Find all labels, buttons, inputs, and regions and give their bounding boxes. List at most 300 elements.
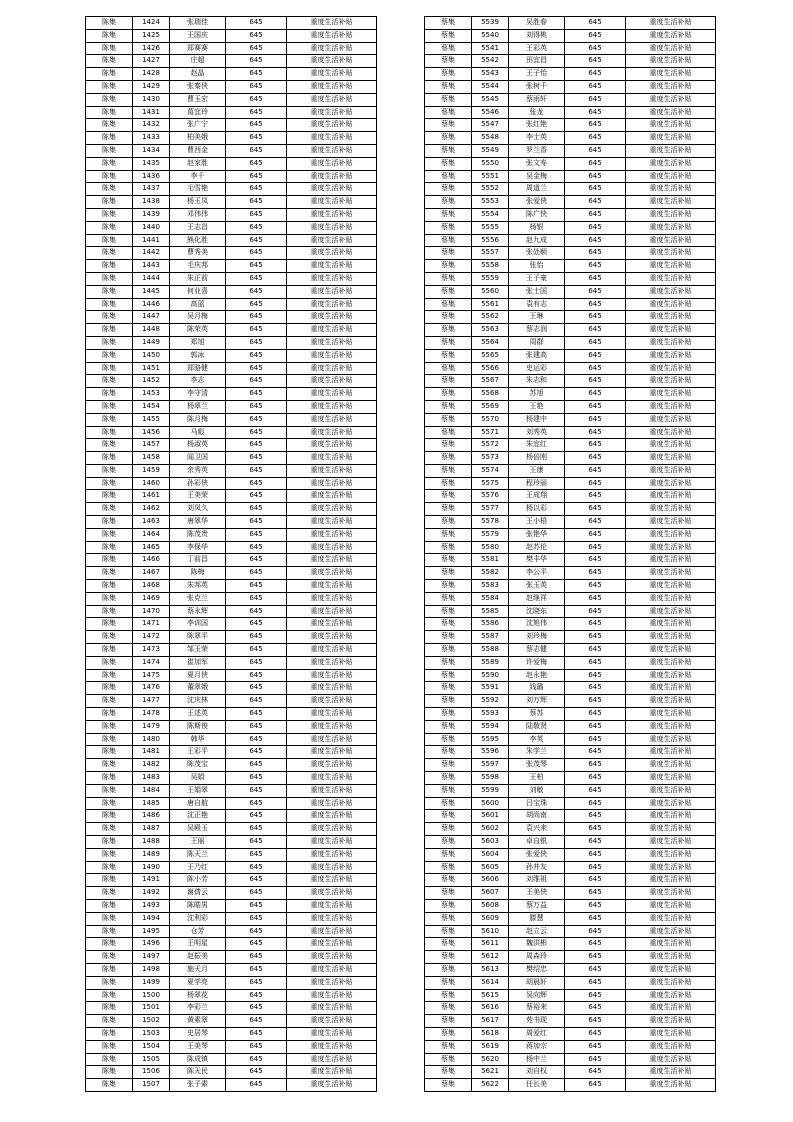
subsidy-type-cell: 重度生活补贴 xyxy=(287,861,377,874)
town-cell: 陈集 xyxy=(86,80,133,93)
table-row xyxy=(425,1066,716,1079)
town-cell: 蔡集 xyxy=(425,42,472,55)
subsidy-type-cell: 重度生活补贴 xyxy=(287,899,377,912)
name-cell: 樊丰华 xyxy=(509,554,565,567)
table-row xyxy=(425,157,716,170)
town-cell: 蔡集 xyxy=(425,784,472,797)
table-row xyxy=(425,464,716,477)
town-cell: 陈集 xyxy=(86,567,133,580)
amount-cell: 645 xyxy=(565,925,626,938)
town-cell: 陈集 xyxy=(86,963,133,976)
number-cell: 1467 xyxy=(133,567,170,580)
town-cell: 蔡集 xyxy=(425,208,472,221)
amount-cell: 645 xyxy=(565,80,626,93)
number-cell: 1496 xyxy=(133,938,170,951)
subsidy-type-cell: 重度生活补贴 xyxy=(626,746,716,759)
amount-cell: 645 xyxy=(226,797,287,810)
town-cell: 蔡集 xyxy=(425,618,472,631)
number-cell: 1452 xyxy=(133,375,170,388)
name-cell: 张子素 xyxy=(170,1079,226,1092)
number-cell: 1493 xyxy=(133,899,170,912)
town-cell: 陈集 xyxy=(86,580,133,593)
town-cell: 陈集 xyxy=(86,631,133,644)
subsidy-type-cell: 重度生活补贴 xyxy=(287,413,377,426)
table-row xyxy=(86,695,377,708)
town-cell: 蔡集 xyxy=(425,925,472,938)
amount-cell: 645 xyxy=(226,836,287,849)
number-cell: 1451 xyxy=(133,362,170,375)
name-cell: 李公平 xyxy=(509,567,565,580)
subsidy-type-cell: 重度生活补贴 xyxy=(626,861,716,874)
number-cell: 5588 xyxy=(472,644,509,657)
town-cell: 陈集 xyxy=(86,989,133,1002)
amount-cell: 645 xyxy=(565,413,626,426)
amount-cell: 645 xyxy=(226,695,287,708)
name-cell: 王柏 xyxy=(509,772,565,785)
subsidy-type-cell: 重度生活补贴 xyxy=(287,464,377,477)
subsidy-type-cell: 重度生活补贴 xyxy=(626,848,716,861)
table-row xyxy=(86,106,377,119)
number-cell: 1460 xyxy=(133,477,170,490)
amount-cell: 645 xyxy=(565,746,626,759)
amount-cell: 645 xyxy=(226,183,287,196)
table-row xyxy=(425,708,716,721)
amount-cell: 645 xyxy=(226,516,287,529)
table-row xyxy=(425,938,716,951)
number-cell: 5553 xyxy=(472,196,509,209)
number-cell: 5550 xyxy=(472,157,509,170)
amount-cell: 645 xyxy=(565,733,626,746)
table-row xyxy=(86,55,377,68)
town-cell: 蔡集 xyxy=(425,976,472,989)
town-cell: 陈集 xyxy=(86,848,133,861)
table-row xyxy=(86,938,377,951)
town-cell: 蔡集 xyxy=(425,554,472,567)
number-cell: 1426 xyxy=(133,42,170,55)
name-cell: 周群 xyxy=(509,336,565,349)
town-cell: 蔡集 xyxy=(425,132,472,145)
name-cell: 郑骆健 xyxy=(170,362,226,375)
subsidy-type-cell: 重度生活补贴 xyxy=(287,426,377,439)
table-row xyxy=(86,912,377,925)
subsidy-type-cell: 重度生活补贴 xyxy=(626,784,716,797)
name-cell: 王丽 xyxy=(170,836,226,849)
table-row xyxy=(425,823,716,836)
name-cell: 陈茂贵 xyxy=(170,528,226,541)
table-row xyxy=(425,144,716,157)
amount-cell: 645 xyxy=(565,1027,626,1040)
subsidy-type-cell: 重度生活补贴 xyxy=(626,708,716,721)
amount-cell: 645 xyxy=(565,336,626,349)
table-row xyxy=(86,375,377,388)
subsidy-type-cell: 重度生活补贴 xyxy=(626,68,716,81)
table-row xyxy=(86,336,377,349)
name-cell: 滕慧 xyxy=(509,912,565,925)
subsidy-type-cell: 重度生活补贴 xyxy=(626,644,716,657)
amount-cell: 645 xyxy=(565,912,626,925)
subsidy-type-cell: 重度生活补贴 xyxy=(626,132,716,145)
name-cell: 王美荣 xyxy=(170,490,226,503)
table-row xyxy=(425,772,716,785)
table-row xyxy=(425,1027,716,1040)
name-cell: 张爱侠 xyxy=(509,196,565,209)
table-row xyxy=(425,132,716,145)
number-cell: 5595 xyxy=(472,733,509,746)
amount-cell: 645 xyxy=(565,669,626,682)
name-cell: 吴金梅 xyxy=(509,170,565,183)
table-row xyxy=(86,746,377,759)
subsidy-type-cell: 重度生活补贴 xyxy=(626,695,716,708)
subsidy-type-cell: 重度生活补贴 xyxy=(287,1053,377,1066)
amount-cell: 645 xyxy=(226,605,287,618)
name-cell: 张克兰 xyxy=(170,592,226,605)
town-cell: 陈集 xyxy=(86,375,133,388)
amount-cell: 645 xyxy=(565,234,626,247)
amount-cell: 645 xyxy=(565,695,626,708)
table-row xyxy=(86,1015,377,1028)
number-cell: 1476 xyxy=(133,682,170,695)
town-cell: 蔡集 xyxy=(425,106,472,119)
table-row xyxy=(86,80,377,93)
table-row xyxy=(425,234,716,247)
subsidy-type-cell: 重度生活补贴 xyxy=(287,528,377,541)
amount-cell: 645 xyxy=(565,42,626,55)
subsidy-type-cell: 重度生活补贴 xyxy=(287,55,377,68)
name-cell: 王彩平 xyxy=(170,746,226,759)
number-cell: 1457 xyxy=(133,439,170,452)
table-row xyxy=(425,925,716,938)
subsidy-type-cell: 重度生活补贴 xyxy=(626,426,716,439)
town-cell: 陈集 xyxy=(86,477,133,490)
name-cell: 陆敬贤 xyxy=(509,720,565,733)
name-cell: 沈庆林 xyxy=(170,695,226,708)
town-cell: 蔡集 xyxy=(425,17,472,30)
amount-cell: 645 xyxy=(565,528,626,541)
table-row xyxy=(86,631,377,644)
amount-cell: 645 xyxy=(226,349,287,362)
name-cell: 周爱红 xyxy=(509,1027,565,1040)
subsidy-type-cell: 重度生活补贴 xyxy=(626,580,716,593)
subsidy-type-cell: 重度生活补贴 xyxy=(626,963,716,976)
name-cell: 陈斯俊 xyxy=(170,720,226,733)
subsidy-type-cell: 重度生活补贴 xyxy=(626,528,716,541)
amount-cell: 645 xyxy=(565,963,626,976)
number-cell: 1489 xyxy=(133,848,170,861)
name-cell: 崔加军 xyxy=(170,656,226,669)
town-cell: 陈集 xyxy=(86,503,133,516)
name-cell: 施天月 xyxy=(170,963,226,976)
name-cell: 朱学兰 xyxy=(509,746,565,759)
table-row xyxy=(425,362,716,375)
name-cell: 王志昌 xyxy=(170,221,226,234)
subsidy-type-cell: 重度生活补贴 xyxy=(287,580,377,593)
number-cell: 1437 xyxy=(133,183,170,196)
number-cell: 5608 xyxy=(472,899,509,912)
table-row xyxy=(425,503,716,516)
town-cell: 蔡集 xyxy=(425,426,472,439)
town-cell: 陈集 xyxy=(86,528,133,541)
town-cell: 蔡集 xyxy=(425,452,472,465)
name-cell: 刘凤久 xyxy=(170,503,226,516)
amount-cell: 645 xyxy=(565,631,626,644)
amount-cell: 645 xyxy=(226,1002,287,1015)
amount-cell: 645 xyxy=(226,951,287,964)
table-row xyxy=(425,516,716,529)
amount-cell: 645 xyxy=(565,874,626,887)
number-cell: 1471 xyxy=(133,618,170,631)
name-cell: 张处顺 xyxy=(509,247,565,260)
amount-cell: 645 xyxy=(565,797,626,810)
amount-cell: 645 xyxy=(226,80,287,93)
town-cell: 陈集 xyxy=(86,362,133,375)
name-cell: 袁兴来 xyxy=(509,823,565,836)
amount-cell: 645 xyxy=(565,605,626,618)
town-cell: 陈集 xyxy=(86,861,133,874)
town-cell: 蔡集 xyxy=(425,682,472,695)
name-cell: 蔡苏 xyxy=(509,708,565,721)
table-row xyxy=(425,1002,716,1015)
town-cell: 陈集 xyxy=(86,644,133,657)
town-cell: 陈集 xyxy=(86,682,133,695)
name-cell: 张广宁 xyxy=(170,119,226,132)
town-cell: 蔡集 xyxy=(425,887,472,900)
number-cell: 5601 xyxy=(472,810,509,823)
name-cell: 刘自权 xyxy=(509,1066,565,1079)
subsidy-type-cell: 重度生活补贴 xyxy=(626,503,716,516)
name-cell: 陈小芳 xyxy=(170,874,226,887)
table-row xyxy=(425,221,716,234)
subsidy-type-cell: 重度生活补贴 xyxy=(287,733,377,746)
number-cell: 5566 xyxy=(472,362,509,375)
amount-cell: 645 xyxy=(565,298,626,311)
subsidy-type-cell: 重度生活补贴 xyxy=(287,490,377,503)
subsidy-type-cell: 重度生活补贴 xyxy=(287,951,377,964)
table-row xyxy=(425,746,716,759)
number-cell: 5579 xyxy=(472,528,509,541)
amount-cell: 645 xyxy=(565,477,626,490)
town-cell: 蔡集 xyxy=(425,733,472,746)
town-cell: 蔡集 xyxy=(425,708,472,721)
town-cell: 蔡集 xyxy=(425,260,472,273)
table-row xyxy=(86,541,377,554)
number-cell: 5562 xyxy=(472,311,509,324)
subsidy-type-cell: 重度生活补贴 xyxy=(287,759,377,772)
subsidy-type-cell: 重度生活补贴 xyxy=(626,836,716,849)
name-cell: 张建高 xyxy=(509,349,565,362)
table-row xyxy=(86,848,377,861)
table-row xyxy=(425,196,716,209)
number-cell: 1427 xyxy=(133,55,170,68)
name-cell: 王乃红 xyxy=(170,861,226,874)
number-cell: 1435 xyxy=(133,157,170,170)
number-cell: 5590 xyxy=(472,669,509,682)
table-row xyxy=(86,592,377,605)
town-cell: 蔡集 xyxy=(425,490,472,503)
subsidy-type-cell: 重度生活补贴 xyxy=(287,336,377,349)
number-cell: 1436 xyxy=(133,170,170,183)
amount-cell: 645 xyxy=(565,119,626,132)
subsidy-type-cell: 重度生活补贴 xyxy=(626,669,716,682)
number-cell: 1448 xyxy=(133,324,170,337)
number-cell: 5570 xyxy=(472,413,509,426)
subsidy-type-cell: 重度生活补贴 xyxy=(626,618,716,631)
table-row xyxy=(425,695,716,708)
number-cell: 5540 xyxy=(472,29,509,42)
name-cell: 张树千 xyxy=(509,80,565,93)
amount-cell: 645 xyxy=(226,1079,287,1092)
name-cell: 王子怡 xyxy=(509,68,565,81)
table-row xyxy=(86,605,377,618)
table-row xyxy=(86,733,377,746)
town-cell: 陈集 xyxy=(86,784,133,797)
amount-cell: 645 xyxy=(565,68,626,81)
subsidy-type-cell: 重度生活补贴 xyxy=(287,375,377,388)
amount-cell: 645 xyxy=(226,388,287,401)
subsidy-type-cell: 重度生活补贴 xyxy=(287,234,377,247)
number-cell: 1456 xyxy=(133,426,170,439)
subsidy-type-cell: 重度生活补贴 xyxy=(287,388,377,401)
town-cell: 陈集 xyxy=(86,490,133,503)
subsidy-table-right xyxy=(424,16,716,1092)
number-cell: 5600 xyxy=(472,797,509,810)
table-row xyxy=(86,400,377,413)
number-cell: 1440 xyxy=(133,221,170,234)
subsidy-type-cell: 重度生活补贴 xyxy=(626,874,716,887)
town-cell: 陈集 xyxy=(86,157,133,170)
number-cell: 1447 xyxy=(133,311,170,324)
town-cell: 蔡集 xyxy=(425,298,472,311)
town-cell: 陈集 xyxy=(86,29,133,42)
town-cell: 陈集 xyxy=(86,938,133,951)
name-cell: 杨银 xyxy=(509,221,565,234)
amount-cell: 645 xyxy=(226,682,287,695)
name-cell: 卓自银 xyxy=(509,836,565,849)
name-cell: 王娟翠 xyxy=(170,784,226,797)
name-cell: 周道兰 xyxy=(509,183,565,196)
subsidy-type-cell: 重度生活补贴 xyxy=(287,836,377,849)
number-cell: 1504 xyxy=(133,1040,170,1053)
town-cell: 蔡集 xyxy=(425,477,472,490)
table-row xyxy=(86,234,377,247)
town-cell: 蔡集 xyxy=(425,1015,472,1028)
town-cell: 蔡集 xyxy=(425,413,472,426)
town-cell: 陈集 xyxy=(86,516,133,529)
amount-cell: 645 xyxy=(565,772,626,785)
town-cell: 蔡集 xyxy=(425,311,472,324)
amount-cell: 645 xyxy=(565,836,626,849)
number-cell: 5584 xyxy=(472,592,509,605)
amount-cell: 645 xyxy=(226,68,287,81)
amount-cell: 645 xyxy=(226,708,287,721)
table-row xyxy=(86,951,377,964)
number-cell: 1492 xyxy=(133,887,170,900)
table-row xyxy=(86,490,377,503)
amount-cell: 645 xyxy=(226,400,287,413)
town-cell: 陈集 xyxy=(86,234,133,247)
table-row xyxy=(86,221,377,234)
name-cell: 李千 xyxy=(170,170,226,183)
table-row xyxy=(425,272,716,285)
subsidy-type-cell: 重度生活补贴 xyxy=(287,157,377,170)
amount-cell: 645 xyxy=(565,375,626,388)
town-cell: 蔡集 xyxy=(425,29,472,42)
town-cell: 陈集 xyxy=(86,311,133,324)
number-cell: 5568 xyxy=(472,388,509,401)
amount-cell: 645 xyxy=(226,170,287,183)
subsidy-type-cell: 重度生活补贴 xyxy=(287,938,377,951)
amount-cell: 645 xyxy=(226,887,287,900)
table-row xyxy=(425,797,716,810)
amount-cell: 645 xyxy=(226,1015,287,1028)
table-row xyxy=(425,119,716,132)
name-cell: 陈翠平 xyxy=(170,631,226,644)
subsidy-type-cell: 重度生活补贴 xyxy=(626,55,716,68)
name-cell: 赵九成 xyxy=(509,234,565,247)
table-row xyxy=(425,656,716,669)
table-row xyxy=(86,362,377,375)
table-row xyxy=(86,567,377,580)
amount-cell: 645 xyxy=(226,93,287,106)
name-cell: 杨建中 xyxy=(509,413,565,426)
name-cell: 王成翔 xyxy=(509,490,565,503)
subsidy-type-cell: 重度生活补贴 xyxy=(626,720,716,733)
town-cell: 蔡集 xyxy=(425,836,472,849)
town-cell: 蔡集 xyxy=(425,247,472,260)
amount-cell: 645 xyxy=(226,541,287,554)
name-cell: 丁前昌 xyxy=(170,554,226,567)
number-cell: 1480 xyxy=(133,733,170,746)
name-cell: 蔡志润 xyxy=(509,324,565,337)
town-cell: 蔡集 xyxy=(425,1002,472,1015)
name-cell: 熊化胜 xyxy=(170,234,226,247)
table-row xyxy=(86,720,377,733)
table-row xyxy=(86,874,377,887)
table-row xyxy=(425,899,716,912)
table-row xyxy=(425,861,716,874)
number-cell: 1455 xyxy=(133,413,170,426)
table-row xyxy=(425,631,716,644)
number-cell: 1503 xyxy=(133,1027,170,1040)
town-cell: 陈集 xyxy=(86,1053,133,1066)
amount-cell: 645 xyxy=(226,324,287,337)
name-cell: 余秀英 xyxy=(170,464,226,477)
subsidy-type-cell: 重度生活补贴 xyxy=(626,221,716,234)
town-cell: 蔡集 xyxy=(425,720,472,733)
amount-cell: 645 xyxy=(226,1053,287,1066)
name-cell: 赵振美 xyxy=(170,951,226,964)
name-cell: 樊绍忠 xyxy=(509,963,565,976)
amount-cell: 645 xyxy=(565,951,626,964)
town-cell: 蔡集 xyxy=(425,567,472,580)
name-cell: 胡尚南 xyxy=(509,810,565,823)
table-row xyxy=(86,426,377,439)
subsidy-type-cell: 重度生活补贴 xyxy=(626,119,716,132)
number-cell: 5577 xyxy=(472,503,509,516)
table-body-left xyxy=(86,17,377,1092)
number-cell: 1424 xyxy=(133,17,170,30)
subsidy-type-cell: 重度生活补贴 xyxy=(626,324,716,337)
name-cell: 唐翠华 xyxy=(170,516,226,529)
name-cell: 苏旭 xyxy=(509,388,565,401)
subsidy-type-cell: 重度生活补贴 xyxy=(626,349,716,362)
number-cell: 1487 xyxy=(133,823,170,836)
subsidy-type-cell: 重度生活补贴 xyxy=(287,272,377,285)
subsidy-type-cell: 重度生活补贴 xyxy=(287,285,377,298)
number-cell: 5591 xyxy=(472,682,509,695)
subsidy-type-cell: 重度生活补贴 xyxy=(626,272,716,285)
number-cell: 5545 xyxy=(472,93,509,106)
town-cell: 蔡集 xyxy=(425,631,472,644)
